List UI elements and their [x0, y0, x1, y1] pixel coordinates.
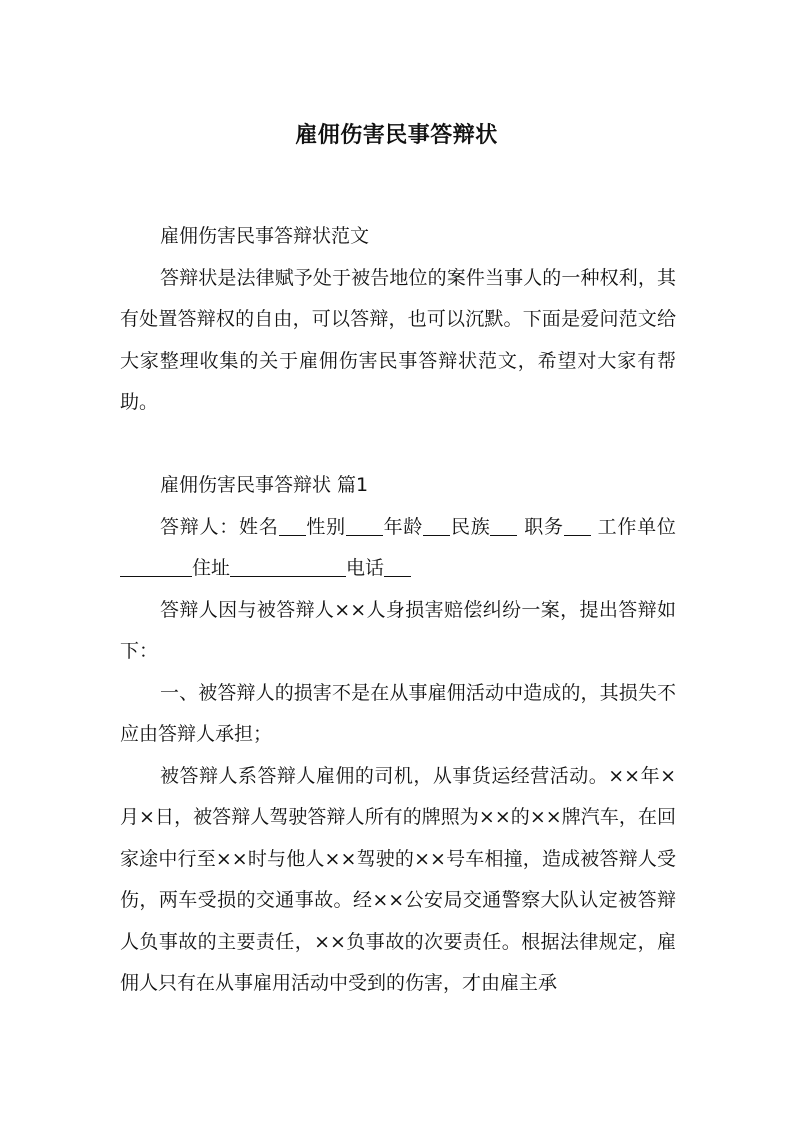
- point1-paragraph: 一、被答辩人的损害不是在从事雇佣活动中造成的，其损失不应由答辩人承担；: [120, 681, 676, 745]
- work-unit-blank: [120, 554, 192, 577]
- point1-detail-paragraph: 被答辩人系答辩人雇佣的司机，从事货运经营活动。××年×月×日，被答辩人驾驶答辩人所有的牌照为××的××牌汽车，在回家途中行至××时与他人××驾驶的××号车相撞，造成被答辩人受伤，两车受损的交通事故。经××公安局交通警察大队认定被答辩人负事故的主要责任，××负事故的次要责任。根据法律规定，雇佣人只有在从事雇用活动中受到的伤害，才由雇主承: [120, 764, 676, 994]
- position-label: 职务: [524, 515, 564, 538]
- document-subtitle: 雇佣伤害民事答辩状范文: [160, 225, 370, 247]
- gender-label: 性别: [305, 515, 346, 538]
- case-intro-paragraph: 答辩人因与被答辩人××人身损害赔偿纠纷一案，提出答辩如下：: [120, 598, 676, 662]
- blank-line: [120, 424, 676, 466]
- respondent-name-label: 答辩人：姓名: [160, 515, 279, 538]
- position-blank: [564, 513, 591, 536]
- section-heading: 雇佣伤害民事答辩状 篇1: [160, 474, 369, 496]
- document-body: [120, 216, 676, 1005]
- address-blank: [230, 554, 346, 577]
- respondent-info-paragraph: [120, 507, 676, 590]
- phone-label: 电话: [346, 557, 385, 579]
- age-label: 年龄: [382, 515, 424, 538]
- intro-paragraph: 答辩状是法律赋予处于被告地位的案件当事人的一种权利，其有处置答辩权的自由，可以答辩，也可以沉默。下面是爱问范文给大家整理收集的关于雇佣伤害民事答辩状范文，希望对大家有帮助。: [120, 266, 676, 413]
- name-blank: [279, 513, 306, 536]
- age-blank: [423, 513, 450, 536]
- ethnicity-label: 民族: [450, 515, 491, 538]
- document-title: 雇佣伤害民事答辩状: [295, 123, 498, 148]
- address-label: 住址: [192, 557, 231, 579]
- work-unit-label: 工作单位: [597, 515, 676, 538]
- phone-blank: [384, 554, 411, 577]
- ethnicity-blank: [490, 513, 517, 536]
- gender-blank: [346, 513, 383, 536]
